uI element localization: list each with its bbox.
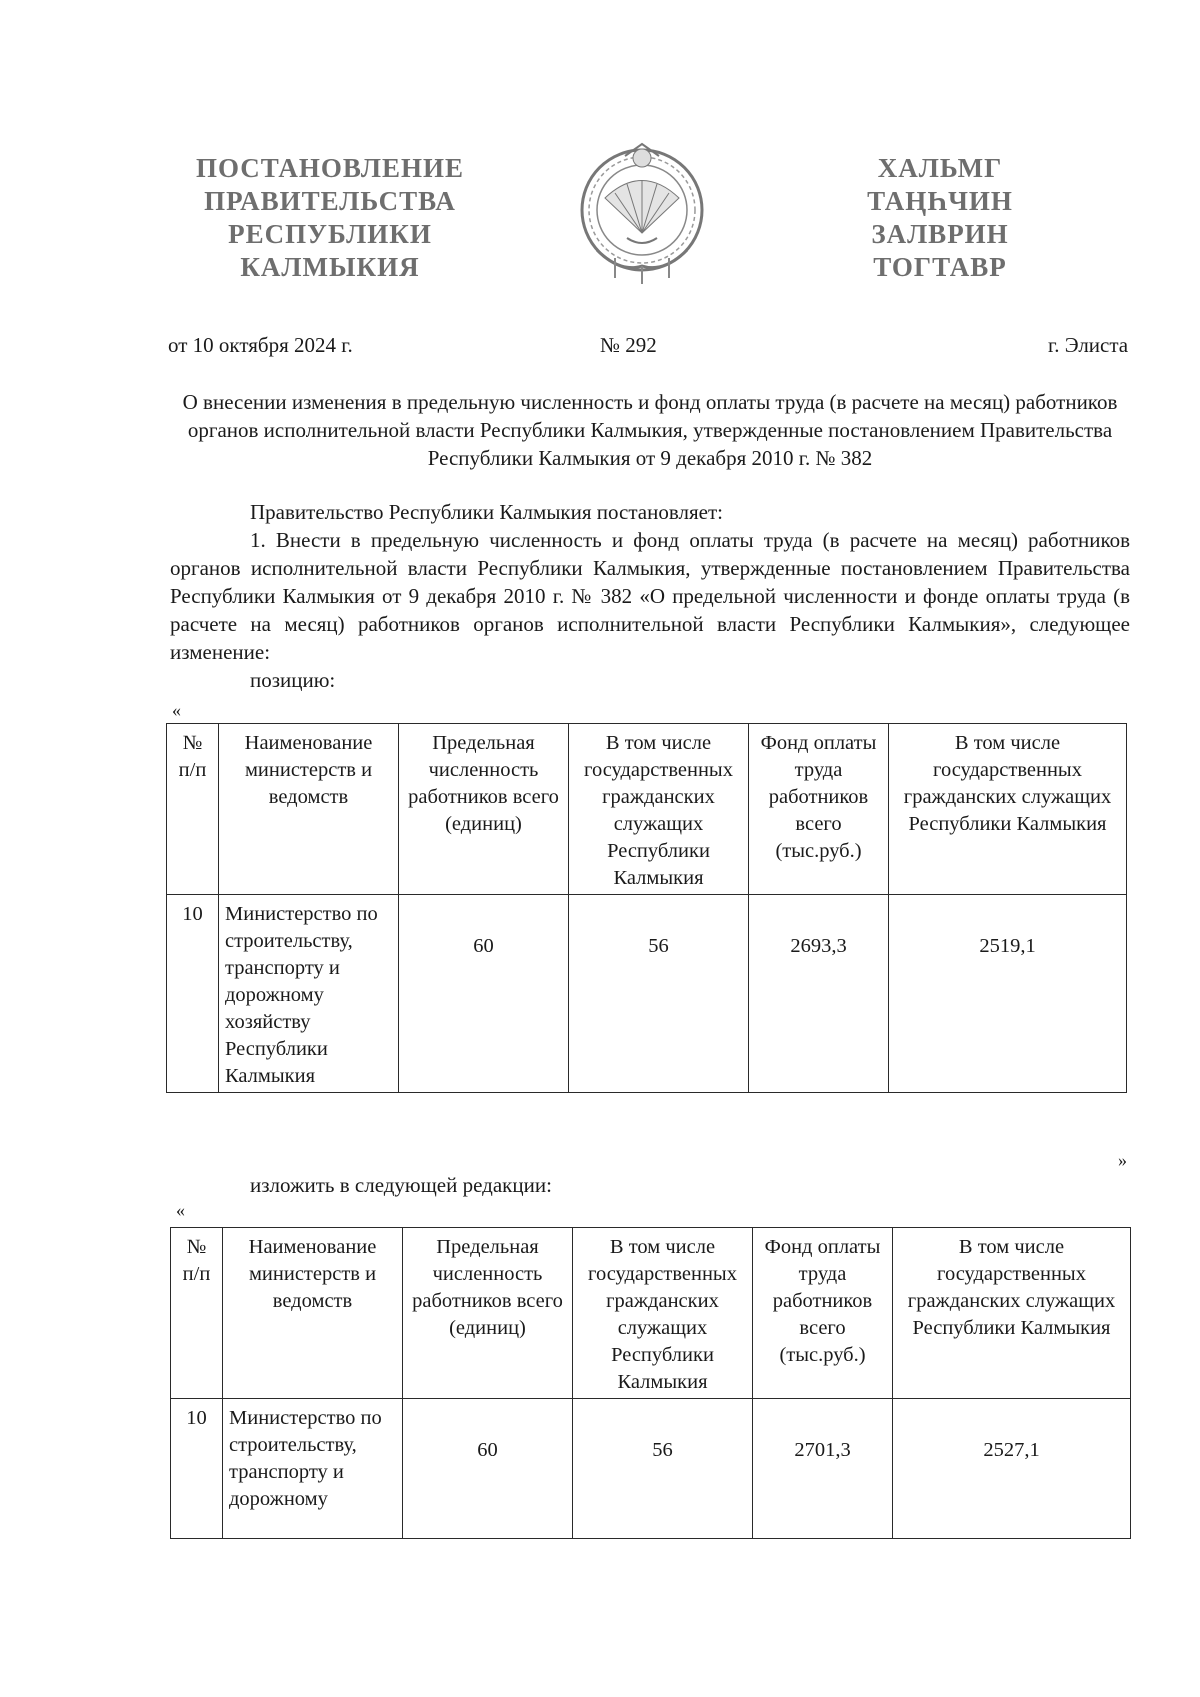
- col-header-fund-total: Фонд оплаты труда работников всего (тыс.руб.): [753, 1228, 893, 1399]
- document-date: от 10 октября 2024 г.: [168, 333, 353, 357]
- document-body: [170, 498, 1130, 694]
- cell-fund-total: 2701,3: [753, 1399, 893, 1539]
- col-header-fund-total: Фонд оплаты труда работников всего (тыс.руб.): [749, 724, 889, 895]
- col-header-number: № п/п: [167, 724, 219, 895]
- open-quote: «: [172, 700, 181, 720]
- header-left-line: РЕСПУБЛИКИ: [228, 219, 432, 249]
- item-1-paragraph: 1. Внести в предельную численность и фонд оплаты труда (в расчете на месяц) работников органов исполнительной власти Республики Калмыкия, утвержденные постановлением Правительства Республики Калмыкия от 9 декабря 2010 г. № 382 «О предельной численности и фонде оплаты труда (в расчете на месяц) работников органов исполнительной власти Республики Калмыкия», следующее изменение:: [170, 528, 1130, 664]
- coat-of-arms-emblem: [575, 138, 710, 288]
- header-left-title: [180, 152, 480, 284]
- cell-fund-civil: 2527,1: [893, 1399, 1131, 1539]
- cell-fund-civil: 2519,1: [889, 895, 1127, 1093]
- header-left-line: ПОСТАНОВЛЕНИЕ: [195, 153, 465, 183]
- cell-staff-total: 60: [399, 895, 569, 1093]
- document-city: г. Элиста: [1048, 333, 1129, 357]
- cell-number: 10: [167, 895, 219, 1093]
- table-header-row: [167, 724, 1127, 895]
- document-number: № 292: [600, 333, 657, 357]
- col-header-fund-civil: В том числе государственных гражданских служащих Республики Калмыкия: [893, 1228, 1131, 1399]
- col-header-number: № п/п: [171, 1228, 223, 1399]
- header-right-line: ХАЛЬМГ: [877, 153, 1003, 183]
- cell-name: Министерство по строительству, транспорту и дорожному хозяйству Республики Калмыкия: [219, 895, 399, 1093]
- position-label: позицию:: [250, 668, 336, 692]
- open-quote-2: «: [176, 1200, 185, 1220]
- table-old-position: [166, 723, 1127, 1093]
- col-header-staff-total: Предельная численность работников всего (единиц): [403, 1228, 573, 1399]
- close-quote: »: [1118, 1150, 1127, 1170]
- header-left-line: ПРАВИТЕЛЬСТВА: [204, 186, 456, 216]
- table-new-position: [170, 1227, 1131, 1539]
- col-header-name: Наименование министерств и ведомств: [223, 1228, 403, 1399]
- cell-staff-total: 60: [403, 1399, 573, 1539]
- cell-civil-servants: 56: [573, 1399, 753, 1539]
- col-header-staff-total: Предельная численность работников всего (единиц): [399, 724, 569, 895]
- cell-civil-servants: 56: [569, 895, 749, 1093]
- header-right-line: ТОГТАВР: [873, 252, 1007, 282]
- intro-paragraph: Правительство Республики Калмыкия постановляет:: [250, 500, 723, 524]
- restate-label: изложить в следующей редакции:: [250, 1173, 552, 1197]
- table-header-row: [171, 1228, 1131, 1399]
- header-right-title: [830, 152, 1050, 284]
- header-right-line: ТАҢҺЧИН: [867, 186, 1013, 216]
- document-title: О внесении изменения в предельную численность и фонд оплаты труда (в расчете на месяц) работников органов исполнительной власти Республики Калмыкия, утвержденные постановлением Правительства Республики Калмыкия от 9 декабря 2010 г. № 382: [182, 390, 1118, 470]
- col-header-fund-civil: В том числе государственных гражданских служащих Республики Калмыкия: [889, 724, 1127, 895]
- col-header-name: Наименование министерств и ведомств: [219, 724, 399, 895]
- cell-number: 10: [171, 1399, 223, 1539]
- cell-name: Министерство по строительству, транспорту и дорожному: [223, 1399, 403, 1539]
- table-row: [167, 895, 1127, 1093]
- header-right-line: ЗАЛВРИН: [871, 219, 1009, 249]
- header-left-line: КАЛМЫКИЯ: [240, 252, 420, 282]
- col-header-civil-servants: В том числе государственных гражданских служащих Республики Калмыкия: [569, 724, 749, 895]
- cell-fund-total: 2693,3: [749, 895, 889, 1093]
- col-header-civil-servants: В том числе государственных гражданских служащих Республики Калмыкия: [573, 1228, 753, 1399]
- table-row: [171, 1399, 1131, 1539]
